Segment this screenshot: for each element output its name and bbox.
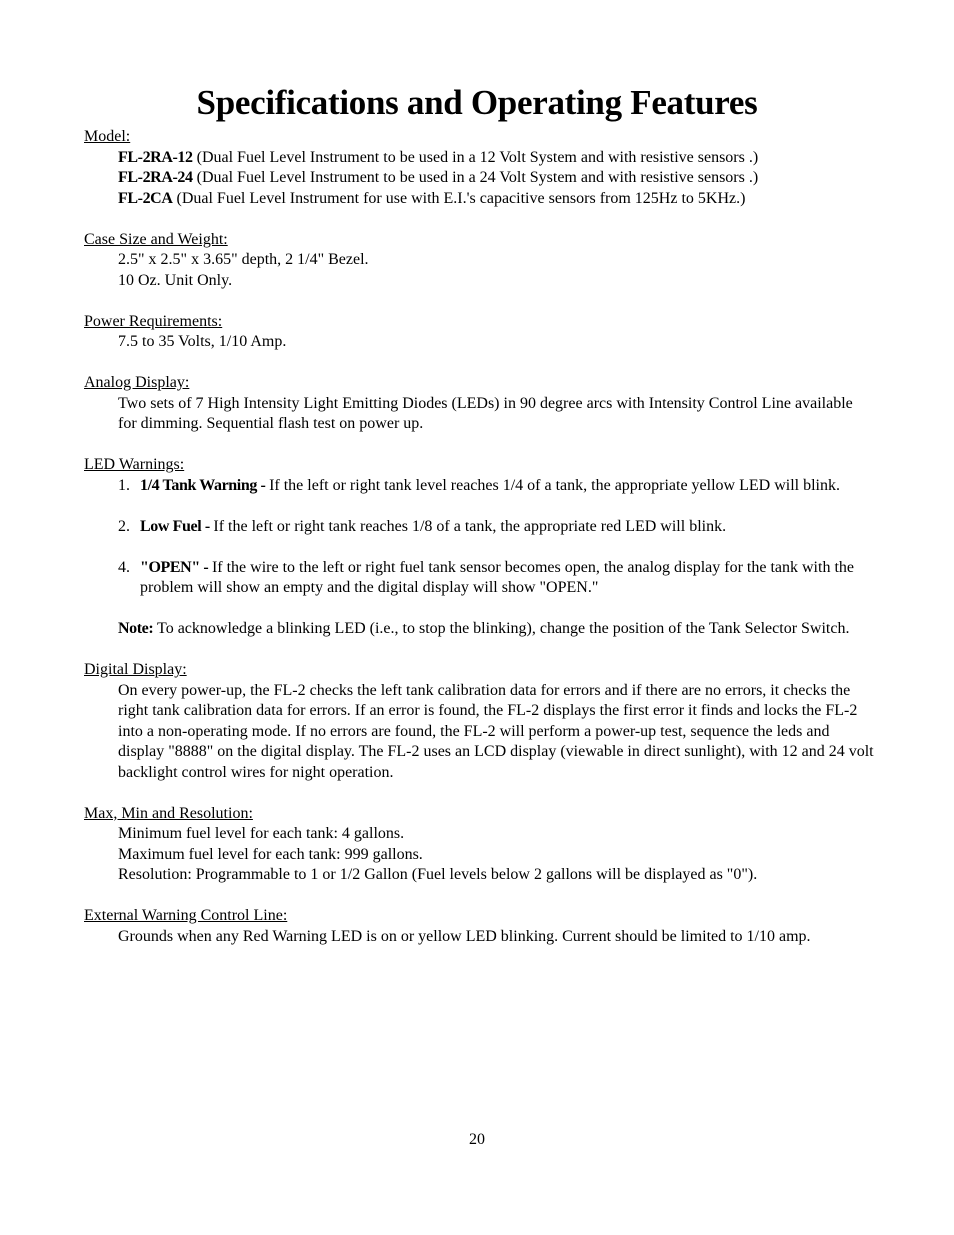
warning-label: 1/4 Tank Warning - bbox=[140, 476, 270, 494]
warning-label: "OPEN" - bbox=[140, 558, 212, 576]
model-item bbox=[84, 189, 884, 210]
digital-text: On every power-up, the FL-2 checks the left tank calibration data for errors and if there are no errors, it checks the right tank calibration data for errors. If an error is found, the FL-2 displays the first error it finds and locks the FL-2 into a non-operating mode. If no errors are found, the FL-2 will perform a power-up test, sequence the leds and display "8888" on the digital display. The FL-2 uses an LCD display (viewable in direct sunlight), with 12 and 24 volt backlight control wires for night operation. bbox=[118, 681, 874, 781]
page-title: Specifications and Operating Features bbox=[196, 83, 758, 122]
analog-section bbox=[84, 373, 884, 435]
model-description: (Dual Fuel Level Instrument to be used in a 12 Volt System and with resistive sensors .) bbox=[192, 148, 759, 166]
model-description: (Dual Fuel Level Instrument for use with E.I.'s capacitive sensors from 125Hz to 5KHz.) bbox=[172, 189, 746, 207]
maxmin-line: Maximum fuel level for each tank: 999 gallons. bbox=[118, 845, 423, 863]
case-line: 2.5" x 2.5" x 3.65" depth, 2 1/4" Bezel. bbox=[118, 251, 369, 268]
item-number: 1. bbox=[118, 476, 130, 494]
case-heading: Case Size and Weight: bbox=[84, 230, 228, 248]
note bbox=[84, 619, 884, 640]
maxmin-line: Resolution: Programmable to 1 or 1/2 Gallon (Fuel levels below 2 gallons will be displayed as "0"). bbox=[118, 866, 758, 883]
external-heading: External Warning Control Line: bbox=[84, 907, 288, 924]
note-label: Note: bbox=[118, 620, 154, 637]
page-number: 20 bbox=[469, 1131, 485, 1148]
item-number: 2. bbox=[118, 517, 130, 535]
external-text: Grounds when any Red Warning LED is on or yellow LED blinking. Current should be limited to 1/10 amp. bbox=[118, 927, 811, 945]
note-text: To acknowledge a blinking LED (i.e., to stop the blinking), change the position of the Tank Selector Switch. bbox=[153, 620, 850, 637]
analog-heading: Analog Display: bbox=[84, 374, 190, 391]
led-warning-item bbox=[84, 476, 884, 497]
analog-text: Two sets of 7 High Intensity Light Emitting Diodes (LEDs) in 90 degree arcs with Intensity Control Line available for dimming. Sequential flash test on power up. bbox=[118, 394, 853, 432]
model-name: FL-2RA-12 bbox=[118, 148, 193, 166]
spec-content bbox=[84, 127, 884, 968]
case-section bbox=[84, 230, 884, 292]
digital-heading: Digital Display: bbox=[84, 661, 187, 678]
model-item bbox=[84, 168, 884, 189]
led-warning-item bbox=[84, 517, 884, 538]
maxmin-line: Minimum fuel level for each tank: 4 gallons. bbox=[118, 825, 405, 842]
led-heading: LED Warnings: bbox=[84, 456, 185, 473]
model-item bbox=[84, 148, 884, 169]
warning-text: If the wire to the left or right fuel tank sensor becomes open, the analog display for the tank with the problem will show an empty and the digital display will show "OPEN." bbox=[140, 558, 854, 596]
led-section bbox=[84, 455, 884, 640]
power-line: 7.5 to 35 Volts, 1/10 Amp. bbox=[118, 333, 287, 350]
power-section bbox=[84, 312, 884, 353]
model-name: FL-2RA-24 bbox=[118, 169, 193, 186]
maxmin-section bbox=[84, 804, 884, 886]
model-name: FL-2CA bbox=[118, 189, 173, 207]
warning-text: If the left or right tank level reaches 1/4 of a tank, the appropriate yellow LED will blink. bbox=[269, 476, 840, 494]
power-heading: Power Requirements: bbox=[84, 312, 223, 330]
case-line: 10 Oz. Unit Only. bbox=[118, 271, 233, 289]
item-number: 4. bbox=[118, 558, 130, 576]
led-warning-item bbox=[84, 558, 884, 599]
model-description: (Dual Fuel Level Instrument to be used in a 24 Volt System and with resistive sensors .) bbox=[192, 169, 759, 186]
model-heading: Model: bbox=[84, 128, 131, 145]
maxmin-heading: Max, Min and Resolution: bbox=[84, 804, 253, 822]
external-section bbox=[84, 906, 884, 947]
warning-label: Low Fuel - bbox=[140, 517, 214, 535]
warning-text: If the left or right tank reaches 1/8 of a tank, the appropriate red LED will blink. bbox=[213, 517, 727, 535]
digital-section bbox=[84, 660, 884, 783]
model-section bbox=[84, 127, 884, 209]
